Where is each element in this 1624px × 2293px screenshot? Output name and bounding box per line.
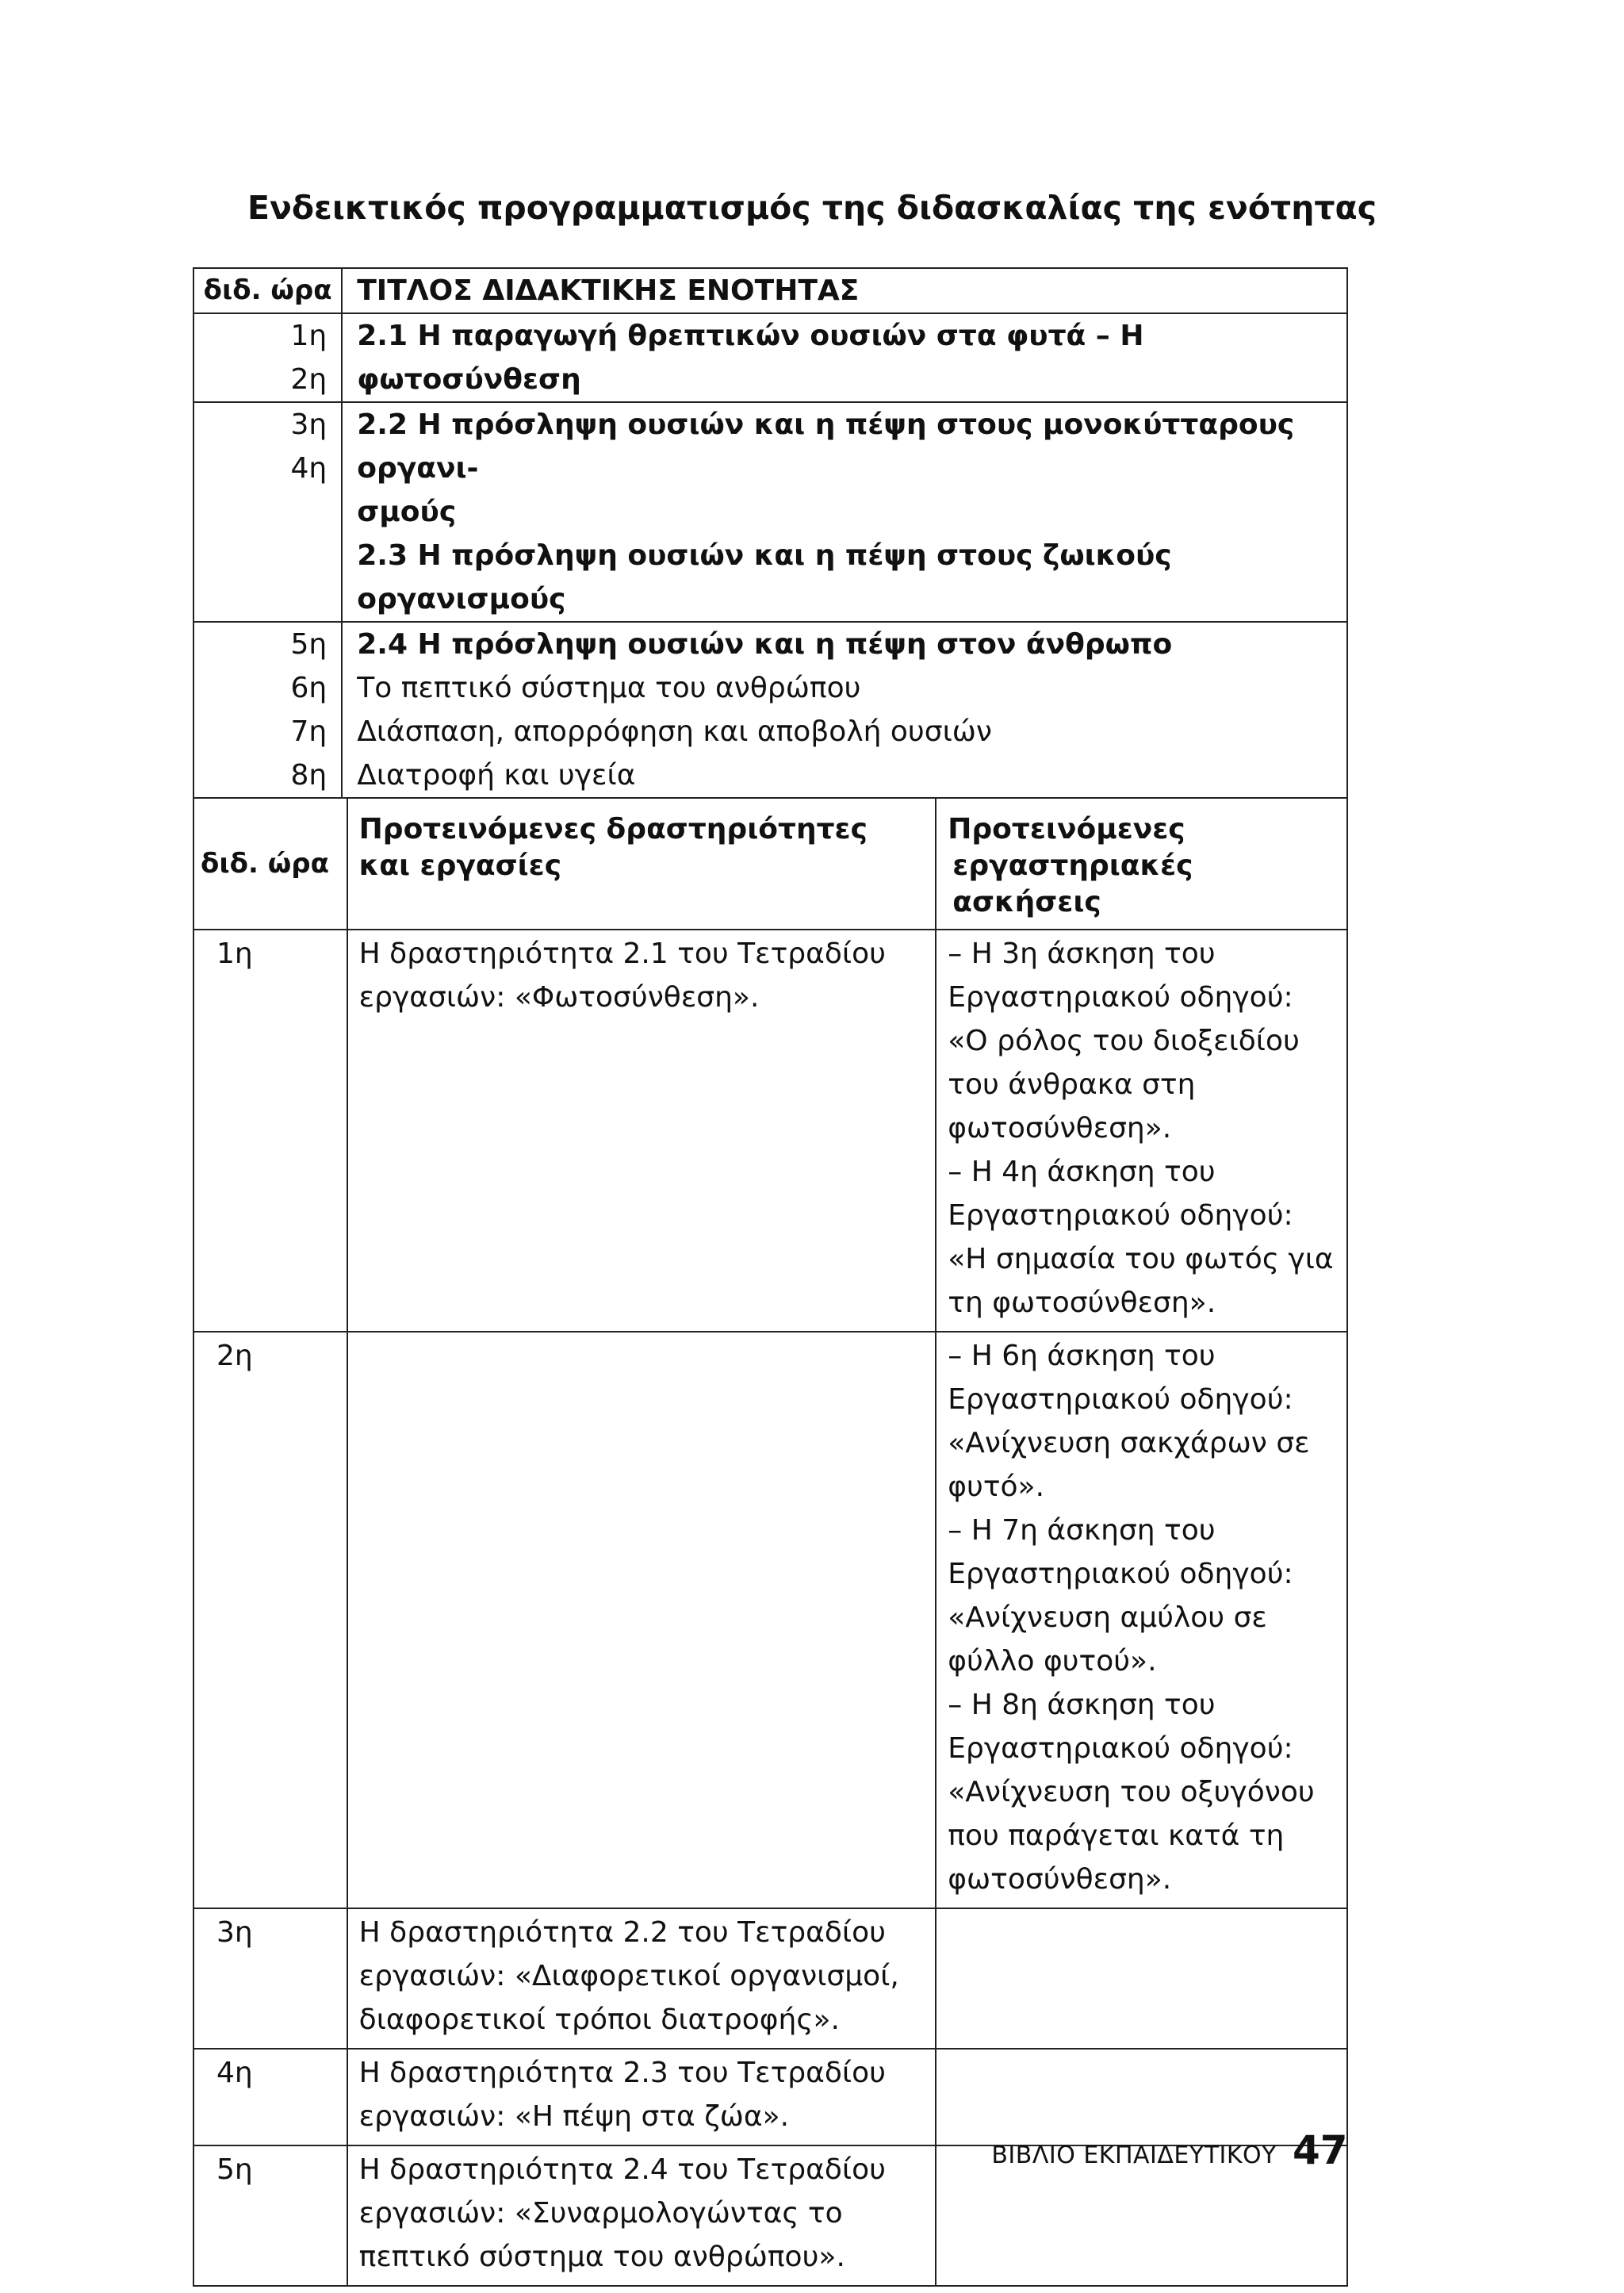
- hour-label: 7η: [290, 715, 327, 748]
- header-activities-line: Προτεινόμενες δραστηριότητες: [358, 813, 868, 845]
- table-row: [193, 930, 1347, 1332]
- title-line: σμούς: [357, 496, 457, 528]
- hour-label: 4η: [290, 452, 327, 485]
- hour-label: 1η: [290, 320, 327, 352]
- hour-label: 6η: [290, 672, 327, 704]
- table-row: [193, 402, 1347, 622]
- header-lab-exercises: [936, 798, 1347, 930]
- title-line: Διάσπαση, απορρόφηση και αποβολή ουσιών: [357, 715, 993, 748]
- header-hour: διδ. ώρα: [193, 798, 347, 930]
- title-line: Διατροφή και υγεία: [357, 759, 636, 792]
- activity-cell: [347, 1332, 936, 1908]
- title-line: 2.3 Η πρόσληψη ουσιών και η πέψη στους ζωικούς οργανισμούς: [357, 539, 1172, 615]
- activity-cell: Η δραστηριότητα 2.1 του Τετραδίου εργασιών: «Φωτοσύνθεση».: [347, 930, 936, 1332]
- header-title: ΤΙΤΛΟΣ ΔΙΔΑΚΤΙΚΗΣ ΕΝΟΤΗΤΑΣ: [342, 268, 1347, 313]
- title-cell: [342, 313, 1347, 402]
- header-hour: διδ. ώρα: [193, 268, 342, 313]
- table-row: [193, 622, 1347, 798]
- lab-cell: [936, 930, 1347, 1332]
- table-row: [193, 2049, 1347, 2145]
- hour-cell: 4η: [193, 2049, 347, 2145]
- table-header-row: [193, 798, 1347, 930]
- header-lab-line: εργαστηριακές ασκήσεις: [952, 849, 1193, 918]
- hour-label: 2η: [290, 363, 327, 396]
- activity-cell: Η δραστηριότητα 2.2 του Τετραδίου εργασιών: «Διαφορετικοί οργανισμοί, διαφορετικοί τρόποι διατροφής».: [347, 1908, 936, 2049]
- hour-cell: [193, 313, 342, 402]
- lab-cell: [936, 2049, 1347, 2145]
- activities-table: [193, 797, 1348, 2287]
- hour-label: 8η: [290, 759, 327, 792]
- table-header-row: [193, 268, 1347, 313]
- lab-exercise: – Η 3η άσκηση του Εργαστηριακού οδηγού: «Ο ρόλος του διοξειδίου του άνθρακα στη φωτοσύνθεση».: [948, 938, 1300, 1145]
- title-line: 2.2 Η πρόσληψη ουσιών και η πέψη στους μονοκύτταρους οργανι-: [357, 408, 1295, 485]
- lesson-title-table-body: [193, 313, 1347, 798]
- title-line: 2.1 Η παραγωγή θρεπτικών ουσιών στα φυτά – Η φωτοσύνθεση: [357, 320, 1144, 396]
- hour-label: 5η: [290, 628, 327, 661]
- title-cell: [342, 622, 1347, 798]
- title-line: Το πεπτικό σύστημα του ανθρώπου: [357, 672, 861, 704]
- hour-cell: 1η: [193, 930, 347, 1332]
- lesson-title-table: [193, 267, 1348, 799]
- activity-cell: Η δραστηριότητα 2.4 του Τετραδίου εργασιών: «Συναρμολογώντας το πεπτικό σύστημα του ανθρώπου».: [347, 2145, 936, 2286]
- hour-cell: [193, 402, 342, 622]
- header-activities: [347, 798, 936, 930]
- header-lab-line: Προτεινόμενες: [948, 813, 1185, 845]
- lab-exercise: – Η 8η άσκηση του Εργαστηριακού οδηγού: «Ανίχνευση του οξυγόνου που παράγεται κατά τη φωτοσύνθεση».: [948, 1689, 1315, 1896]
- hour-cell: 3η: [193, 1908, 347, 2049]
- footer-book-label: ΒΙΒΛΙΟ ΕΚΠΑΙΔΕΥΤΙΚΟΥ: [991, 2142, 1277, 2169]
- lab-exercise: – Η 7η άσκηση του Εργαστηριακού οδηγού: «Ανίχνευση αμύλου σε φύλλο φυτού».: [948, 1514, 1293, 1678]
- table-row: [193, 313, 1347, 402]
- hour-cell: 5η: [193, 2145, 347, 2286]
- title-line: 2.4 Η πρόσληψη ουσιών και η πέψη στον άνθρωπο: [357, 628, 1173, 661]
- lab-cell: [936, 1332, 1347, 1908]
- activities-table-body: [193, 930, 1347, 2286]
- header-activities-line: και εργασίες: [358, 849, 562, 882]
- table-row: [193, 1908, 1347, 2049]
- lab-exercise: – Η 6η άσκηση του Εργαστηριακού οδηγού: «Ανίχνευση σακχάρων σε φυτό».: [948, 1340, 1310, 1503]
- title-cell: [342, 402, 1347, 622]
- hour-label: 3η: [290, 408, 327, 441]
- page-title: Ενδεικτικός προγραμματισμός της διδασκαλίας της ενότητας: [247, 189, 1377, 227]
- lab-cell: [936, 1908, 1347, 2049]
- table-row: [193, 1332, 1347, 1908]
- lab-exercise: – Η 4η άσκηση του Εργαστηριακού οδηγού: «Η σημασία του φωτός για τη φωτοσύνθεση».: [948, 1156, 1334, 1319]
- hour-cell: [193, 622, 342, 798]
- activity-cell: Η δραστηριότητα 2.3 του Τετραδίου εργασιών: «Η πέψη στα ζώα».: [347, 2049, 936, 2145]
- hour-cell: 2η: [193, 1332, 347, 1908]
- page-number: 47: [1293, 2127, 1348, 2173]
